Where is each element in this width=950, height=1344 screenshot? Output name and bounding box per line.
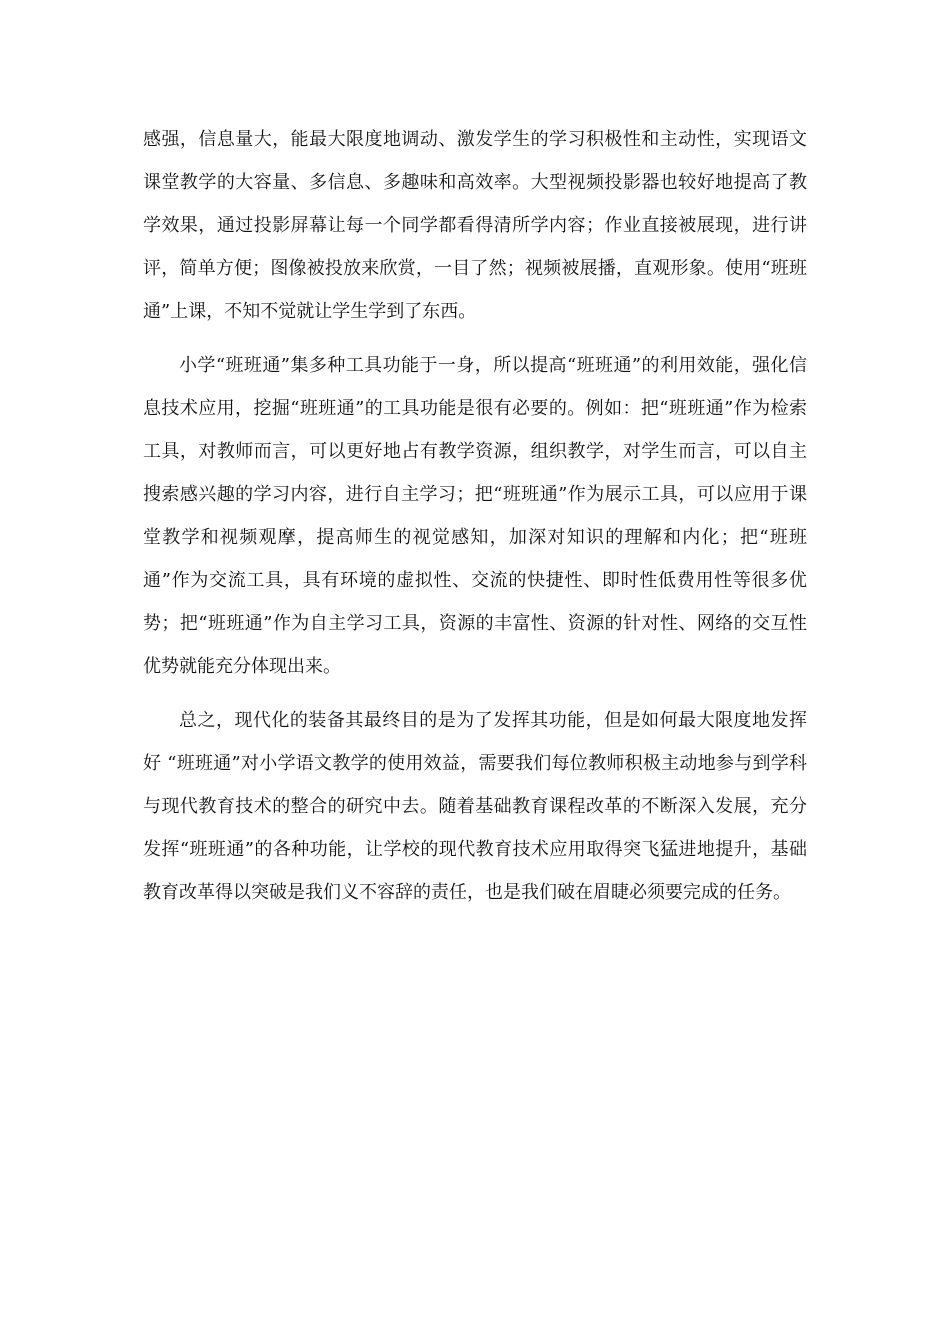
paragraph-continuation: 感强，信息量大，能最大限度地调动、激发学生的学习积极性和主动性，实现语文课堂教学的大容量、多信息、多趣味和高效率。大型视频投影器也较好地提高了教学效果，通过投影屏幕让每一个同学都看得清所学内容；作业直接被展现，进行讲评，简单方便；图像被投放来欣赏，一目了然；视频被展播，直观形象。使用“班班通”上课，不知不觉就让学生学到了东西。 — [143, 129, 807, 322]
paragraph-conclusion: 总之，现代化的装备其最终目的是为了发挥其功能，但是如何最大限度地发挥好 “班班通”对小学语文教学的使用效益，需要我们每位教师积极主动地参与到学科与现代教育技术的整合的研究中去。随着基础教育课程改革的不断深入发展，充分发挥“班班通”的各种功能，让学校的现代教育技术应用取得突飞猛进地提升，基础教育改革得以突破是我们义不容辞的责任，也是我们破在眉睫必须要完成的任务。 — [143, 710, 807, 903]
paragraph-banbantong-tools: 小学“班班通”集多种工具功能于一身，所以提高“班班通”的利用效能，强化信息技术应用，挖掘“班班通”的工具功能是很有必要的。例如：把“班班通”作为检索工具，对教师而言，可以更好地占有教学资源，组织教学，对学生而言，可以自主搜索感兴趣的学习内容，进行自主学习；把“班班通”作为展示工具，可以应用于课堂教学和视频观摩，提高师生的视觉感知，加深对知识的理解和内化；把“班班通”作为交流工具，具有环境的虚拟性、交流的快捷性、即时性低费用性等很多优势；把“班班通”作为自主学习工具，资源的丰富性、资源的针对性、网络的交互性优势就能充分体现出来。 — [143, 355, 807, 677]
document-body — [143, 118, 807, 925]
